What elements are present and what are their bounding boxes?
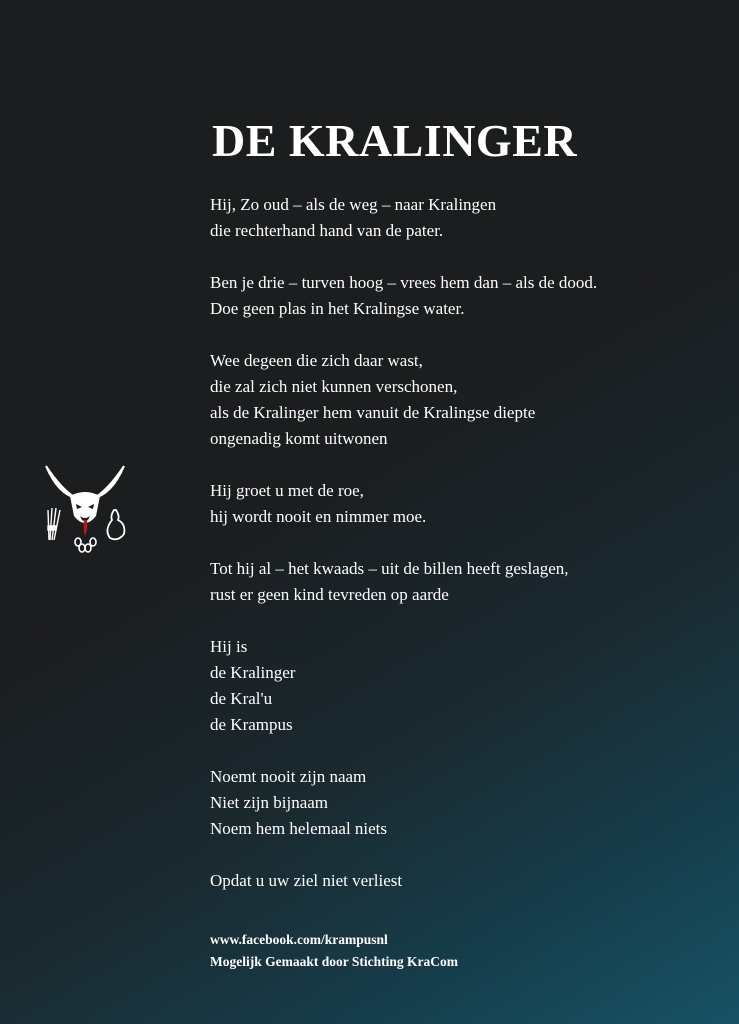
sack	[107, 510, 124, 539]
poem-line: de Kral'u	[210, 689, 273, 708]
poem-line: Tot hij al – het kwaads – uit de billen heeft geslagen,	[210, 559, 569, 578]
poem-line: Hij groet u met de roe,	[210, 481, 364, 500]
stanza	[210, 764, 710, 842]
poem-line: hij wordt nooit en nimmer moe.	[210, 507, 427, 526]
right-horn	[94, 466, 124, 498]
poem-line: rust er geen kind tevreden op aarde	[210, 585, 449, 604]
poem	[210, 192, 710, 920]
poem-line: Wee degeen die zich daar wast,	[210, 351, 423, 370]
stanza	[210, 478, 710, 530]
poem-line: die rechterhand hand van de pater.	[210, 221, 444, 240]
poem-line: Hij is	[210, 637, 248, 656]
poem-line: die zal zich niet kunnen verschonen,	[210, 377, 458, 396]
poem-line: als de Kralinger hem vanuit de Kralingse diepte	[210, 403, 536, 422]
poem-line: de Krampus	[210, 715, 293, 734]
poem-line: Hij, Zo oud – als de weg – naar Kralingen	[210, 195, 497, 214]
facebook-link[interactable]: www.facebook.com/krampusnl	[210, 932, 388, 947]
stanza	[210, 192, 710, 244]
poem-line: de Kralinger	[210, 663, 296, 682]
poem-line: Noemt nooit zijn naam	[210, 767, 367, 786]
tongue	[84, 520, 88, 536]
poem-line: Noem hem helemaal niets	[210, 819, 388, 838]
stanza	[210, 348, 710, 452]
stanza	[210, 270, 710, 322]
krampus-goat-icon	[40, 460, 130, 560]
credit-text: Mogelijk Gemaakt door Stichting KraCom	[210, 954, 458, 969]
left-horn	[46, 466, 76, 498]
stanza	[210, 634, 710, 738]
stanza	[210, 556, 710, 608]
page-title: DE KRALINGER	[212, 115, 578, 166]
poem-line: ongenadig komt uitwonen	[210, 429, 388, 448]
poem-line: Niet zijn bijnaam	[210, 793, 329, 812]
poem-line: Opdat u uw ziel niet verliest	[210, 871, 403, 890]
birch-rod	[48, 508, 60, 540]
poem-line: Doe geen plas in het Kralingse water.	[210, 299, 465, 318]
stanza	[210, 868, 710, 894]
poem-line: Ben je drie – turven hoog – vrees hem dan – als de dood.	[210, 273, 598, 292]
footer	[210, 929, 710, 973]
